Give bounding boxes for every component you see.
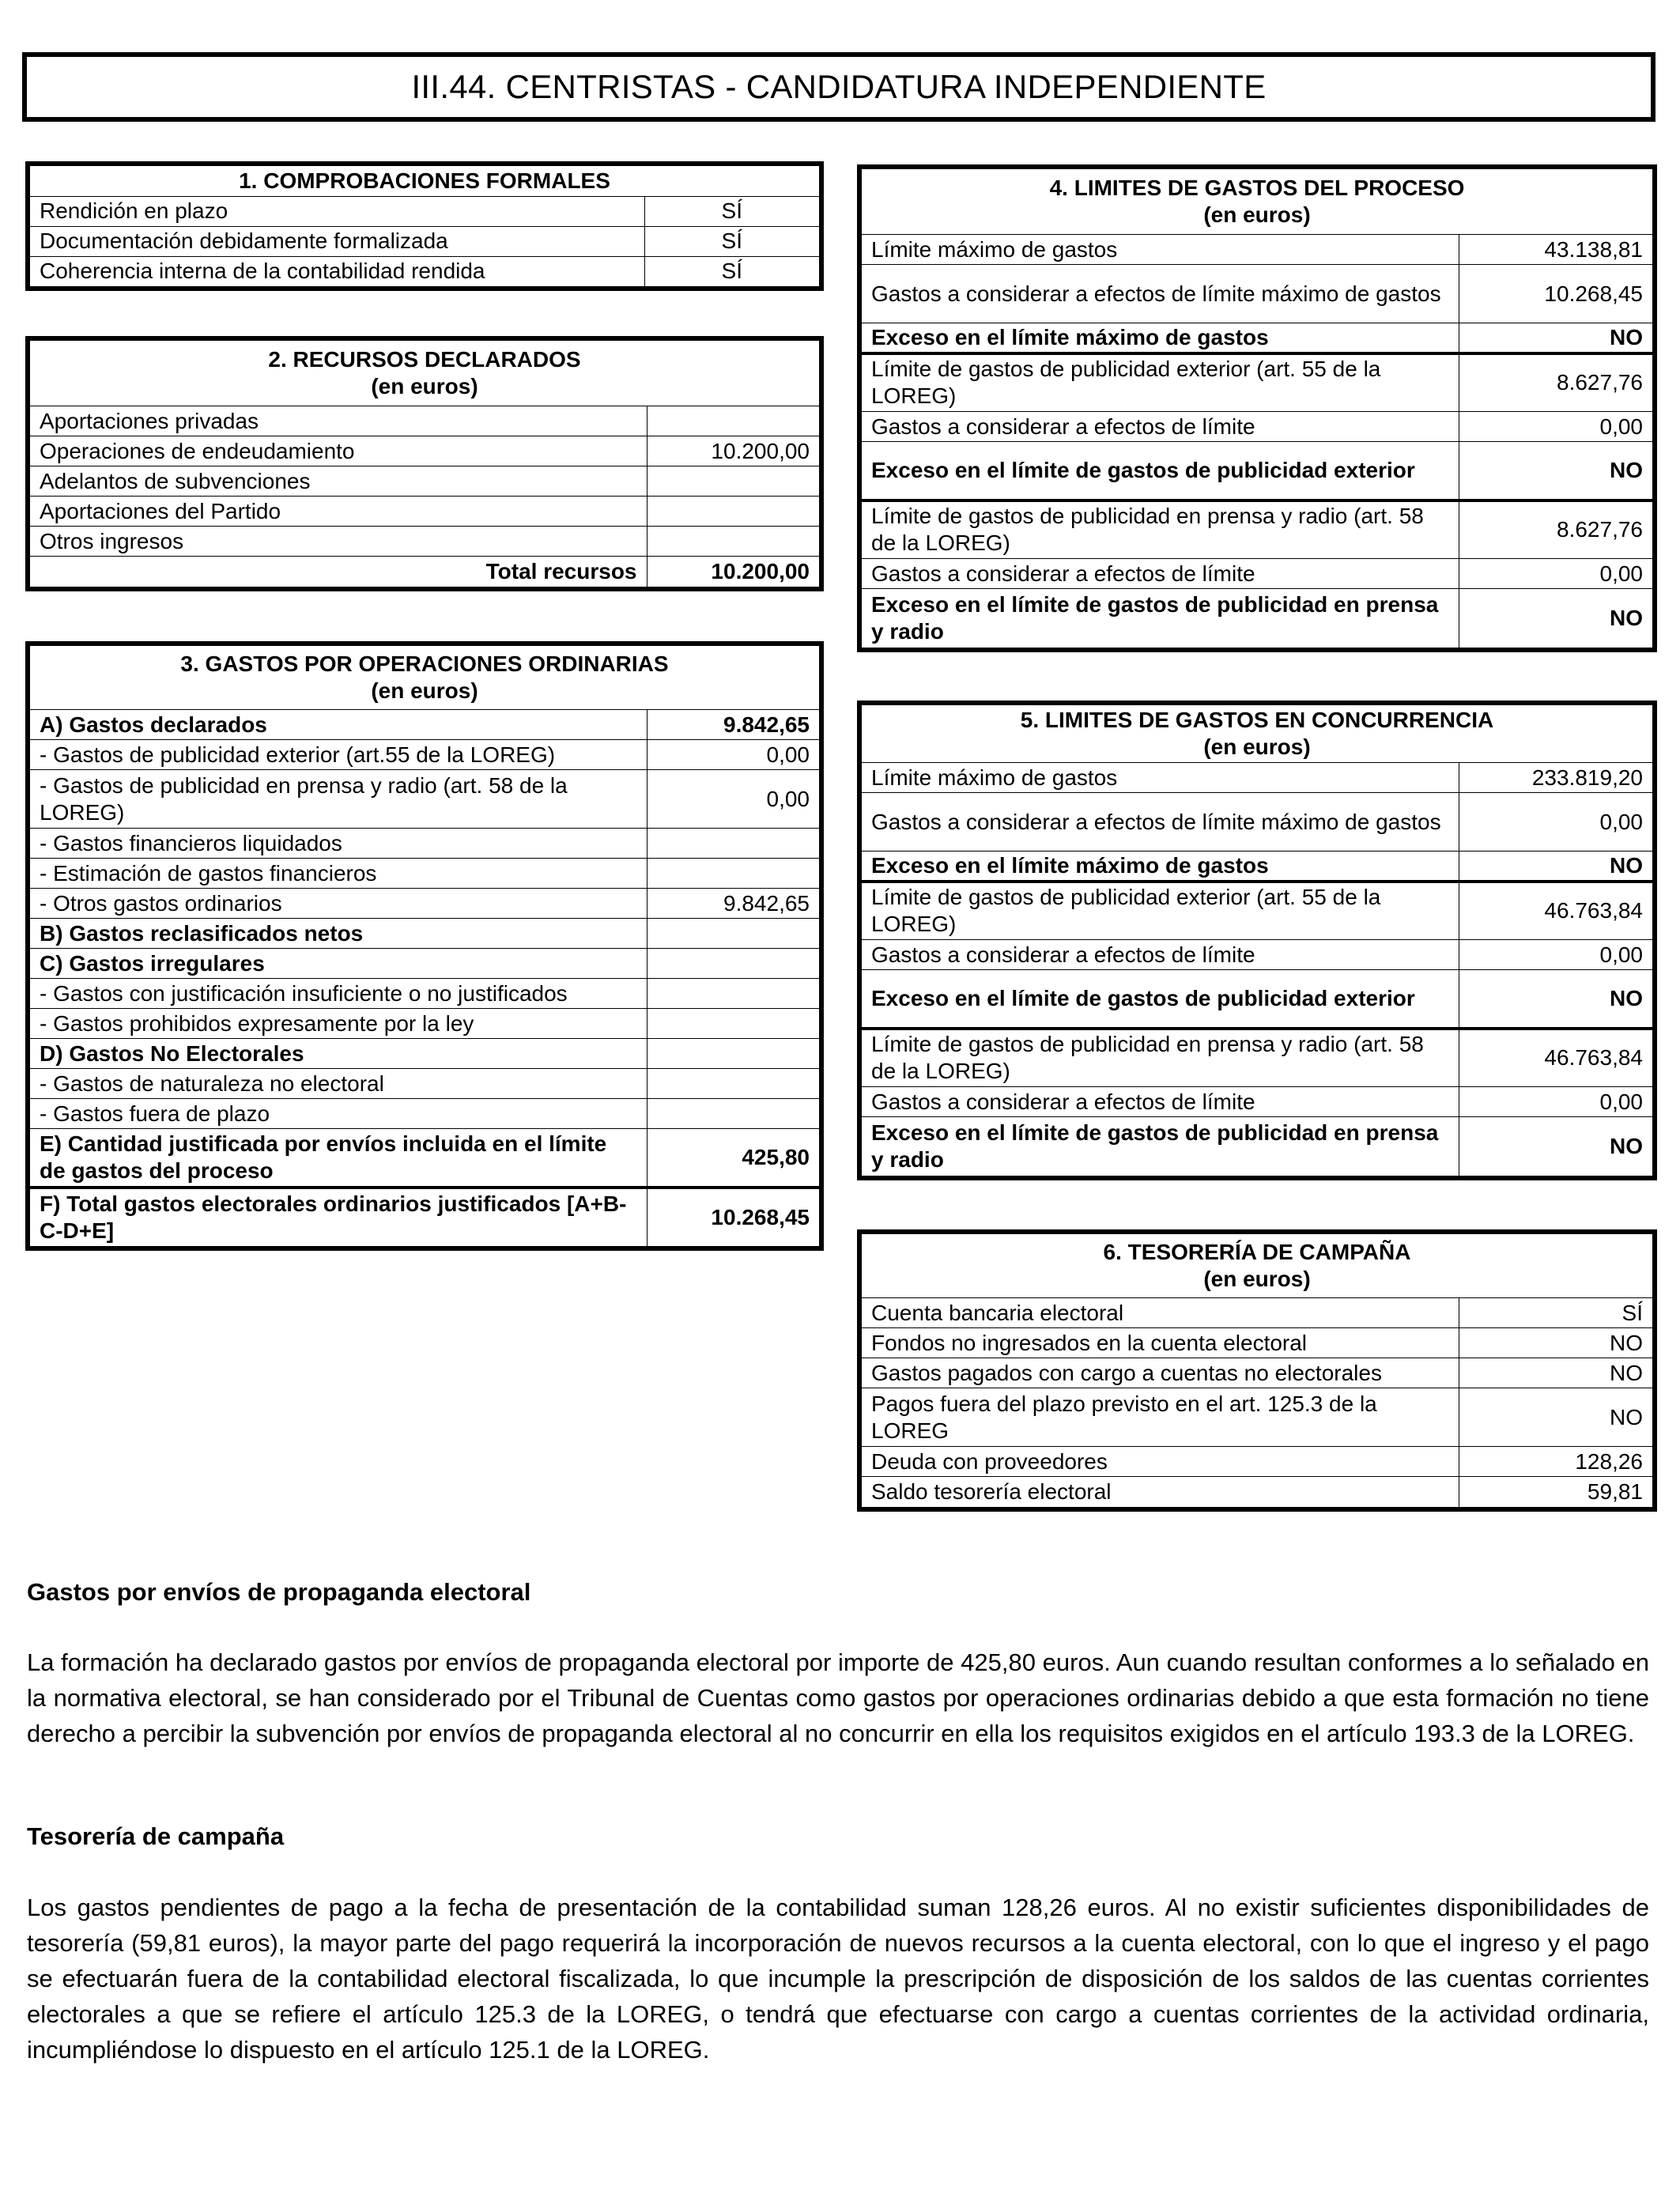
table-row: - Estimación de gastos financieros (30, 859, 819, 889)
table-row: - Gastos con justificación insuficiente o no justificados (30, 979, 819, 1009)
table-limites-gastos-concurrencia (857, 700, 1657, 1180)
table-title: 2. RECURSOS DECLARADOS (268, 347, 581, 372)
table-row: - Gastos prohibidos expresamente por la ley (30, 1009, 819, 1039)
table-row: B) Gastos reclasificados netos (30, 919, 819, 949)
table-subtitle: (en euros) (371, 374, 478, 398)
table-row: - Gastos de publicidad en prensa y radio (art. 58 de la LOREG) 0,00 (30, 770, 819, 829)
table-row: Exceso en el límite de gastos de publicidad exterior NO (862, 442, 1652, 500)
section-heading-tesoreria: Tesorería de campaña (27, 1822, 285, 1850)
table-recursos-declarados (25, 336, 824, 591)
table-row: Aportaciones privadas (30, 406, 819, 436)
document-title: III.44. CENTRISTAS - CANDIDATURA INDEPENDIENTE (411, 68, 1267, 105)
table-subtitle: (en euros) (1203, 734, 1311, 759)
table-row: Gastos a considerar a efectos de límite 0,00 (862, 412, 1652, 442)
table-row: - Gastos financieros liquidados (30, 829, 819, 859)
table-row: Límite máximo de gastos 43.138,81 (862, 235, 1652, 265)
table-row: Gastos a considerar a efectos de límite máximo de gastos 10.268,45 (862, 265, 1652, 323)
table-row: E) Cantidad justificada por envíos incluida en el límite de gastos del proceso 425,80 (30, 1129, 819, 1188)
table-title: 5. LIMITES DE GASTOS EN CONCURRENCIA (1020, 708, 1494, 732)
table-row: Operaciones de endeudamiento 10.200,00 (30, 436, 819, 466)
table-limites-gastos-proceso (857, 164, 1657, 652)
table-row: A) Gastos declarados 9.842,65 (30, 710, 819, 740)
table-comprobaciones-formales (25, 161, 824, 291)
section-heading-envios: Gastos por envíos de propaganda electoral (27, 1578, 531, 1606)
table-gastos-ordinarios (25, 641, 824, 1251)
table-tesoreria-campana (857, 1229, 1657, 1512)
table-row: Fondos no ingresados en la cuenta electoral NO (862, 1328, 1652, 1358)
table-row: Gastos pagados con cargo a cuentas no electorales NO (862, 1358, 1652, 1388)
table-row: Adelantos de subvenciones (30, 466, 819, 497)
table-row: Gastos a considerar a efectos de límite máximo de gastos 0,00 (862, 793, 1652, 852)
table-row: Límite de gastos de publicidad en prensa y radio (art. 58 de la LOREG) 8.627,76 (862, 500, 1652, 559)
document-title-box (22, 52, 1655, 122)
table-row: Límite de gastos de publicidad en prensa y radio (art. 58 de la LOREG) 46.763,84 (862, 1029, 1652, 1087)
table-row: Gastos a considerar a efectos de límite 0,00 (862, 559, 1652, 589)
table-row: Cuenta bancaria electoral SÍ (862, 1298, 1652, 1328)
table-title: 6. TESORERÍA DE CAMPAÑA (1103, 1240, 1411, 1264)
table-row: Límite de gastos de publicidad exterior (art. 55 de la LOREG) 46.763,84 (862, 882, 1652, 940)
table-row: Saldo tesorería electoral 59,81 (862, 1477, 1652, 1507)
table-row: Coherencia interna de la contabilidad rendida SÍ (30, 256, 819, 286)
paragraph-envios: La formación ha declarado gastos por envíos de propaganda electoral por importe de 425,80 euros. Aun cuando resultan conformes a lo señalado en la normativa electoral, se han considerado por el Tribunal de Cuentas como gastos por operaciones ordinarias debido a que esta formación no tiene derecho a percibir la subvención por envíos de propaganda electoral al no concurrir en ella los requisitos exigidos en el artículo 193.3 de la LOREG. (27, 1648, 1649, 1747)
table-row: Otros ingresos (30, 527, 819, 557)
table-title: 1. COMPROBACIONES FORMALES (30, 166, 819, 196)
paragraph-tesoreria: Los gastos pendientes de pago a la fecha de presentación de la contabilidad suman 128,26 euros. Al no existir suficientes disponibilidades de tesorería (59,81 euros), la mayor parte del pago requerirá la incorporación de nuevos recursos a la cuenta electoral, con lo que el ingreso y el pago se efectuarán fuera de la contabilidad electoral fiscalizada, lo que incumple la prescripción de disposición de los saldos de las cuentas corrientes electorales a que se refiere el artículo 125.3 de la LOREG, o tendrá que efectuarse con cargo a cuentas corrientes de la actividad ordinaria, incumpliéndose lo dispuesto en el artículo 125.1 de la LOREG. (27, 1894, 1649, 2064)
table-subtitle: (en euros) (371, 678, 478, 703)
table-title: 4. LIMITES DE GASTOS DEL PROCESO (1049, 176, 1465, 200)
table-row: Exceso en el límite de gastos de publicidad exterior NO (862, 970, 1652, 1029)
total-row: Total recursos 10.200,00 (30, 557, 819, 587)
table-row: Exceso en el límite de gastos de publicidad en prensa y radio NO (862, 589, 1652, 648)
table-row: Aportaciones del Partido (30, 497, 819, 527)
table-row: - Gastos de publicidad exterior (art.55 de la LOREG) 0,00 (30, 740, 819, 770)
table-row: - Gastos de naturaleza no electoral (30, 1069, 819, 1099)
table-subtitle: (en euros) (1203, 202, 1311, 227)
table-row: - Otros gastos ordinarios 9.842,65 (30, 889, 819, 919)
table-row: Deuda con proveedores 128,26 (862, 1447, 1652, 1477)
table-row: Exceso en el límite de gastos de publicidad en prensa y radio NO (862, 1117, 1652, 1176)
total-row: F) Total gastos electorales ordinarios justificados [A+B-C-D+E] 10.268,45 (30, 1188, 819, 1246)
table-row: C) Gastos irregulares (30, 949, 819, 979)
table-row: Exceso en el límite máximo de gastos NO (862, 323, 1652, 353)
table-row: Límite máximo de gastos 233.819,20 (862, 763, 1652, 793)
table-row: Pagos fuera del plazo previsto en el art. 125.3 de la LOREG NO (862, 1388, 1652, 1447)
table-row: Exceso en el límite máximo de gastos NO (862, 852, 1652, 882)
table-row: D) Gastos No Electorales (30, 1039, 819, 1069)
table-subtitle: (en euros) (1203, 1267, 1311, 1291)
table-title: 3. GASTOS POR OPERACIONES ORDINARIAS (180, 651, 669, 676)
table-row: Rendición en plazo SÍ (30, 196, 819, 226)
table-row: Gastos a considerar a efectos de límite 0,00 (862, 1087, 1652, 1117)
table-row: Gastos a considerar a efectos de límite 0,00 (862, 940, 1652, 970)
table-row: Límite de gastos de publicidad exterior (art. 55 de la LOREG) 8.627,76 (862, 353, 1652, 412)
table-row: - Gastos fuera de plazo (30, 1099, 819, 1129)
table-row: Documentación debidamente formalizada SÍ (30, 226, 819, 256)
